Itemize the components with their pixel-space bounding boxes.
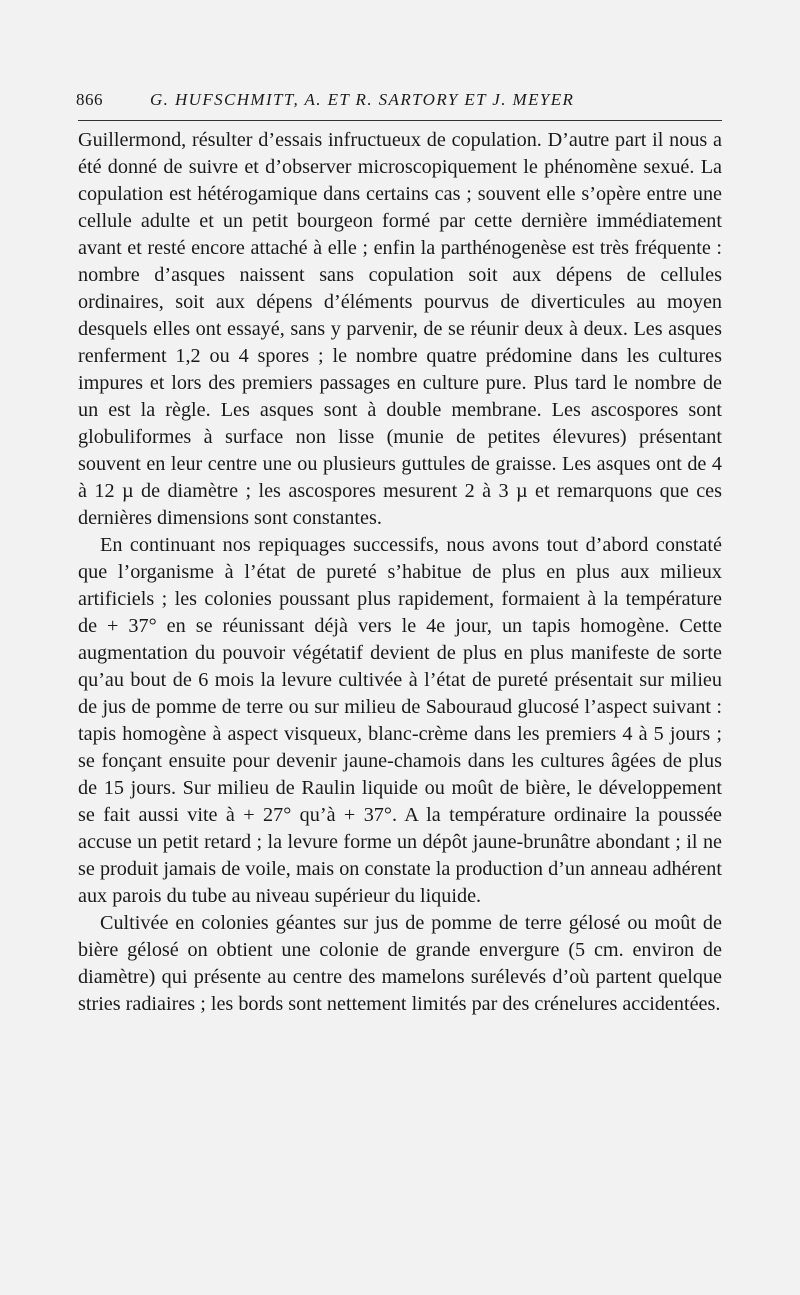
paragraph-giant-colonies: Cultivée en colonies géantes sur jus de pomme de terre gélosé ou moût de bière gélosé on obtient une colonie de grande envergure (5 cm. environ de diamètre) qui présente au centre des mamelons surélevés d’où partent quelque stries radiaires ; les bords sont nettement limités par des crénelures accidentées. [78, 912, 722, 1015]
header-rule [78, 120, 722, 121]
paragraph-continuation: Guillermond, résulter d’essais infructueux de copulation. D’autre part il nous a été donné de suivre et d’observer microscopiquement le phénomène sexué. La copulation est hétérogamique dans certains cas ; souvent elle s’opère entre une cellule adulte et un petit bourgeon formé par cette dernière immédiatement avant et resté encore attaché à elle ; enfin la parthénogenèse est très fréquente : nombre d’asques naissent sans copulation soit aux dépens de cellules ordinaires, soit aux dépens d’éléments pourvus de diverticules au moyen desquels elles ont essayé, sans y parvenir, de se réunir deux à deux. Les asques renferment 1,2 ou 4 spores ; le nombre quatre prédomine dans les cultures impures et lors des premiers passages en culture pure. Plus tard le nombre de un est la règle. Les asques sont à double membrane. Les ascospores sont globuliformes à surface non lisse (munie de petites élevures) présentant souvent en leur centre une ou plusieurs guttules de graisse. Les asques ont de 4 à 12 µ de diamètre ; les ascospores mesurent 2 à 3 µ et remarquons que ces dernières dimensions sont constantes. [78, 129, 722, 529]
page-number: 866 [76, 90, 103, 109]
running-head [76, 88, 724, 112]
running-title: G. HUFSCHMITT, A. ET R. SARTORY ET J. MEYER [150, 90, 575, 109]
body-text [78, 127, 722, 1018]
paragraph-cultures: En continuant nos repiquages successifs, nous avons tout d’abord constaté que l’organisme à l’état de pureté s’habitue de plus en plus aux milieux artificiels ; les colonies poussant plus rapidement, formaient à la température de + 37° en se réunissant déjà vers le 4e jour, un tapis homogène. Cette augmentation du pouvoir végétatif devient de plus en plus manifeste de sorte qu’au bout de 6 mois la levure cultivée à l’état de pureté présentait sur milieu de jus de pomme de terre ou sur milieu de Sabouraud glucosé l’aspect suivant : tapis homogène à aspect visqueux, blanc-crème dans les premiers 4 à 5 jours ; se fonçant ensuite pour devenir jaune-chamois dans les cultures âgées de plus de 15 jours. Sur milieu de Raulin liquide ou moût de bière, le développement se fait aussi vite à + 27° qu’à + 37°. A la température ordinaire la poussée accuse un petit retard ; la levure forme un dépôt jaune-brunâtre abondant ; il ne se produit jamais de voile, mais on constate la production d’un anneau adhérent aux parois du tube au niveau supérieur du liquide. [78, 534, 722, 907]
